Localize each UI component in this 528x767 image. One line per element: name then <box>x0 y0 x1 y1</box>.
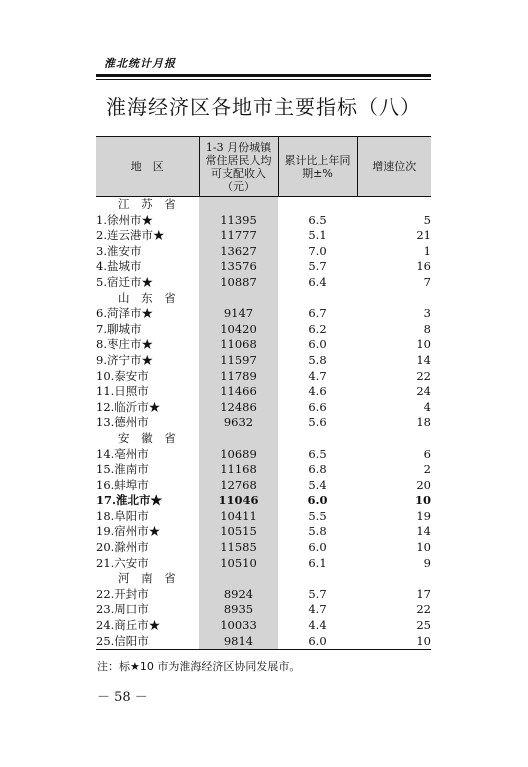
region-cell: 17.淮北市★ <box>96 493 163 508</box>
region-cell: 20.滁州市 <box>96 540 149 555</box>
region-cell: 5.宿迁市★ <box>96 274 153 289</box>
region-cell: 18.阜阳市 <box>96 508 149 523</box>
column-header-growth: 累计比上年同期±% <box>278 137 357 197</box>
growth-cell: 7.0 <box>308 243 327 258</box>
table-row <box>96 462 431 478</box>
income-cell: 10887 <box>199 275 278 291</box>
growth-cell: 5.8 <box>308 524 327 539</box>
province-name: 河 南 省 <box>118 571 180 586</box>
header-rule-thin <box>96 79 431 80</box>
region-cell: 8.枣庄市★ <box>96 337 153 352</box>
region-cell: 2.连云港市★ <box>96 228 165 243</box>
rank-cell: 10 <box>414 493 431 508</box>
growth-cell: 5.4 <box>308 477 327 492</box>
rank-cell: 18 <box>416 415 431 430</box>
header-rule-thick <box>96 74 431 77</box>
growth-cell: 6.0 <box>307 493 328 508</box>
table-row <box>96 524 431 540</box>
table-row <box>96 493 431 509</box>
income-cell: 11466 <box>199 384 278 400</box>
income-cell: 10420 <box>199 322 278 338</box>
footnote: 注：标★10 市为淮海经济区协同发展市。 <box>97 660 301 673</box>
growth-cell: 5.8 <box>308 352 327 367</box>
region-cell: 4.盐城市 <box>96 259 142 274</box>
table-row <box>96 244 431 260</box>
income-cell: 10510 <box>199 556 278 572</box>
growth-cell: 6.7 <box>308 306 327 321</box>
growth-cell: 6.0 <box>308 337 327 352</box>
region-cell: 16.蚌埠市 <box>96 477 149 492</box>
rank-cell-empty <box>357 197 431 213</box>
table-row <box>96 509 431 525</box>
region-cell: 6.菏泽市★ <box>96 306 153 321</box>
income-cell: 8924 <box>199 587 278 603</box>
rank-cell: 22 <box>416 602 431 617</box>
growth-cell: 5.6 <box>308 415 327 430</box>
page-title: 淮海经济区各地市主要指标（八） <box>106 95 421 119</box>
table-row <box>96 275 431 291</box>
growth-cell: 4.7 <box>308 602 327 617</box>
growth-cell: 6.5 <box>308 446 327 461</box>
region-cell: 3.淮安市 <box>96 243 142 258</box>
running-head: 淮北统计月报 <box>104 57 176 70</box>
table-row <box>96 228 431 244</box>
rank-cell: 10 <box>416 633 431 648</box>
growth-cell: 6.8 <box>308 462 327 477</box>
province-name: 江 苏 省 <box>118 197 180 211</box>
rank-cell: 24 <box>416 384 431 399</box>
table-row <box>96 634 431 650</box>
income-cell-empty <box>199 291 278 307</box>
income-cell-empty <box>199 571 278 587</box>
table-row <box>96 322 431 338</box>
region-cell: 25.信阳市 <box>96 633 149 648</box>
region-cell: 12.临沂市★ <box>96 399 161 414</box>
growth-cell: 5.7 <box>308 586 327 601</box>
region-cell: 22.开封市 <box>96 586 149 601</box>
rank-cell-empty <box>357 571 431 587</box>
income-cell: 10033 <box>199 618 278 634</box>
column-header-region: 地 区 <box>96 137 199 197</box>
income-cell: 9147 <box>199 306 278 322</box>
growth-cell-empty <box>278 197 357 213</box>
table-row <box>96 400 431 416</box>
rank-cell: 1 <box>423 243 431 258</box>
province-row <box>96 291 431 307</box>
page-number: － 58 － <box>97 690 148 705</box>
income-cell: 11068 <box>199 337 278 353</box>
income-cell: 10515 <box>199 524 278 540</box>
growth-cell: 6.5 <box>308 212 327 227</box>
table-row <box>96 384 431 400</box>
table-row <box>96 415 431 431</box>
rank-cell: 22 <box>416 368 431 383</box>
rank-cell: 3 <box>423 306 431 321</box>
rank-cell: 6 <box>423 446 431 461</box>
table-row <box>96 259 431 275</box>
income-cell: 11597 <box>199 353 278 369</box>
region-cell: 21.六安市 <box>96 555 149 570</box>
growth-cell: 6.2 <box>308 321 327 336</box>
province-row <box>96 571 431 587</box>
income-cell: 13627 <box>199 244 278 260</box>
growth-cell: 5.7 <box>308 259 327 274</box>
table-row <box>96 602 431 618</box>
growth-cell-empty <box>278 431 357 447</box>
table-header-row <box>96 137 431 197</box>
region-cell: 1.徐州市★ <box>96 212 153 227</box>
growth-cell: 5.1 <box>308 228 327 243</box>
region-cell: 10.泰安市 <box>96 368 149 383</box>
growth-cell: 4.4 <box>308 618 327 633</box>
region-cell: 14.亳州市 <box>96 446 149 461</box>
rank-cell: 10 <box>416 337 431 352</box>
province-name: 安 徽 省 <box>118 430 180 445</box>
rank-cell: 8 <box>423 321 431 336</box>
growth-cell: 5.5 <box>308 508 327 523</box>
province-row <box>96 431 431 447</box>
growth-cell: 4.7 <box>308 368 327 383</box>
province-name: 山 东 省 <box>118 290 180 305</box>
rank-cell: 21 <box>416 228 431 243</box>
income-cell-empty <box>199 431 278 447</box>
rank-cell: 25 <box>416 618 431 633</box>
province-row <box>96 197 431 213</box>
income-cell: 13576 <box>199 259 278 275</box>
table-row <box>96 556 431 572</box>
growth-cell: 6.6 <box>308 399 327 414</box>
table-row <box>96 478 431 494</box>
rank-cell: 10 <box>416 540 431 555</box>
income-cell: 12486 <box>199 400 278 416</box>
rank-cell: 20 <box>416 477 431 492</box>
income-cell: 12768 <box>199 478 278 494</box>
region-cell: 11.日照市 <box>96 384 149 399</box>
income-cell: 10411 <box>199 509 278 525</box>
income-cell: 8935 <box>199 602 278 618</box>
table-row <box>96 447 431 463</box>
growth-cell: 6.0 <box>308 540 327 555</box>
region-cell: 13.德州市 <box>96 415 149 430</box>
growth-cell: 6.4 <box>308 274 327 289</box>
rank-cell: 9 <box>423 555 431 570</box>
rank-cell: 7 <box>423 274 431 289</box>
rank-cell-empty <box>357 431 431 447</box>
region-cell: 15.淮南市 <box>96 462 149 477</box>
table-row <box>96 587 431 603</box>
rank-cell-empty <box>357 291 431 307</box>
region-cell: 7.聊城市 <box>96 321 142 336</box>
growth-cell-empty <box>278 291 357 307</box>
income-cell-empty <box>199 197 278 213</box>
income-cell: 11168 <box>199 462 278 478</box>
income-cell: 11777 <box>199 228 278 244</box>
income-cell: 9632 <box>199 415 278 431</box>
income-cell: 10689 <box>199 447 278 463</box>
rank-cell: 14 <box>416 352 431 367</box>
rank-cell: 16 <box>416 259 431 274</box>
region-cell: 24.商丘市★ <box>96 618 161 633</box>
region-cell: 23.周口市 <box>96 602 149 617</box>
rank-cell: 17 <box>416 586 431 601</box>
rank-cell: 14 <box>416 524 431 539</box>
table-row <box>96 337 431 353</box>
income-cell: 11789 <box>199 369 278 385</box>
growth-cell: 4.6 <box>308 384 327 399</box>
growth-cell: 6.1 <box>308 555 327 570</box>
indicator-table <box>96 136 431 650</box>
region-cell: 19.宿州市★ <box>96 524 161 539</box>
table-body <box>96 197 431 650</box>
table-row <box>96 618 431 634</box>
column-header-rank: 增速位次 <box>357 137 431 197</box>
income-cell: 11395 <box>199 213 278 229</box>
table-row <box>96 213 431 229</box>
income-cell: 9814 <box>199 634 278 650</box>
rank-cell: 5 <box>423 212 431 227</box>
table-row <box>96 369 431 385</box>
rank-cell: 19 <box>416 508 431 523</box>
income-cell: 11585 <box>199 540 278 556</box>
growth-cell-empty <box>278 571 357 587</box>
region-cell: 9.济宁市★ <box>96 352 153 367</box>
table-row <box>96 540 431 556</box>
rank-cell: 4 <box>423 399 431 414</box>
income-cell: 11046 <box>199 493 278 509</box>
rank-cell: 2 <box>423 462 431 477</box>
growth-cell: 6.0 <box>308 633 327 648</box>
column-header-income: 1-3 月份城镇常住居民人均可支配收入（元） <box>199 137 278 197</box>
table-row <box>96 306 431 322</box>
table-row <box>96 353 431 369</box>
